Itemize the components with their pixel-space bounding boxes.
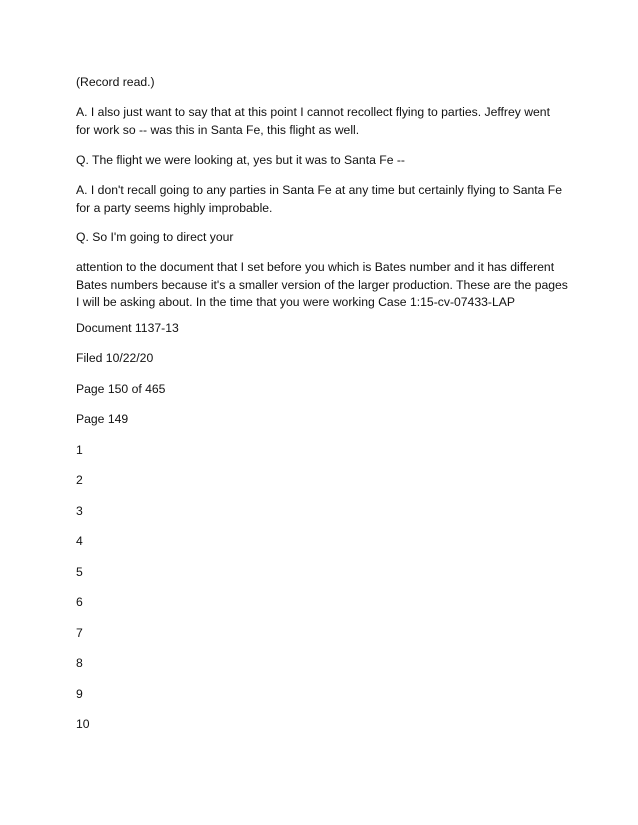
line-number: 2: [76, 473, 83, 487]
filed-date: Filed 10/22/20: [76, 351, 154, 365]
line-number: 10: [76, 717, 90, 731]
paragraph-answer-santa-fe: A. I don't recall going to any parties in Santa Fe at any time but certainly flying to Santa Fe for a party seems highly improbable.: [76, 183, 563, 215]
page-of-total: Page 150 of 465: [76, 382, 166, 396]
line-number: 8: [76, 656, 83, 670]
line-number: 3: [76, 504, 83, 518]
line-number: 6: [76, 595, 83, 609]
line-number: 1: [76, 443, 83, 457]
transcript-page-number: Page 149: [76, 412, 129, 426]
paragraph-question-flight: Q. The flight we were looking at, yes but it was to Santa Fe --: [76, 153, 405, 167]
paragraph-record-read: (Record read.): [76, 75, 155, 89]
paragraph-question-direct: Q. So I'm going to direct your: [76, 230, 234, 244]
line-number: 4: [76, 534, 83, 548]
line-number: 9: [76, 687, 83, 701]
paragraph-answer-flying: A. I also just want to say that at this point I cannot recollect flying to parties. Jeffrey went for work so -- was this in Santa Fe, this flight as well.: [76, 105, 550, 137]
line-number: 7: [76, 626, 83, 640]
document-number: Document 1137-13: [76, 321, 179, 335]
paragraph-attention-document: attention to the document that I set before you which is Bates number and it has different Bates numbers because it's a smaller version of the larger production. These are the pages I will be asking about. In the time that you were working Case 1:15-cv-07433-LAP: [76, 260, 568, 309]
line-number: 5: [76, 565, 83, 579]
